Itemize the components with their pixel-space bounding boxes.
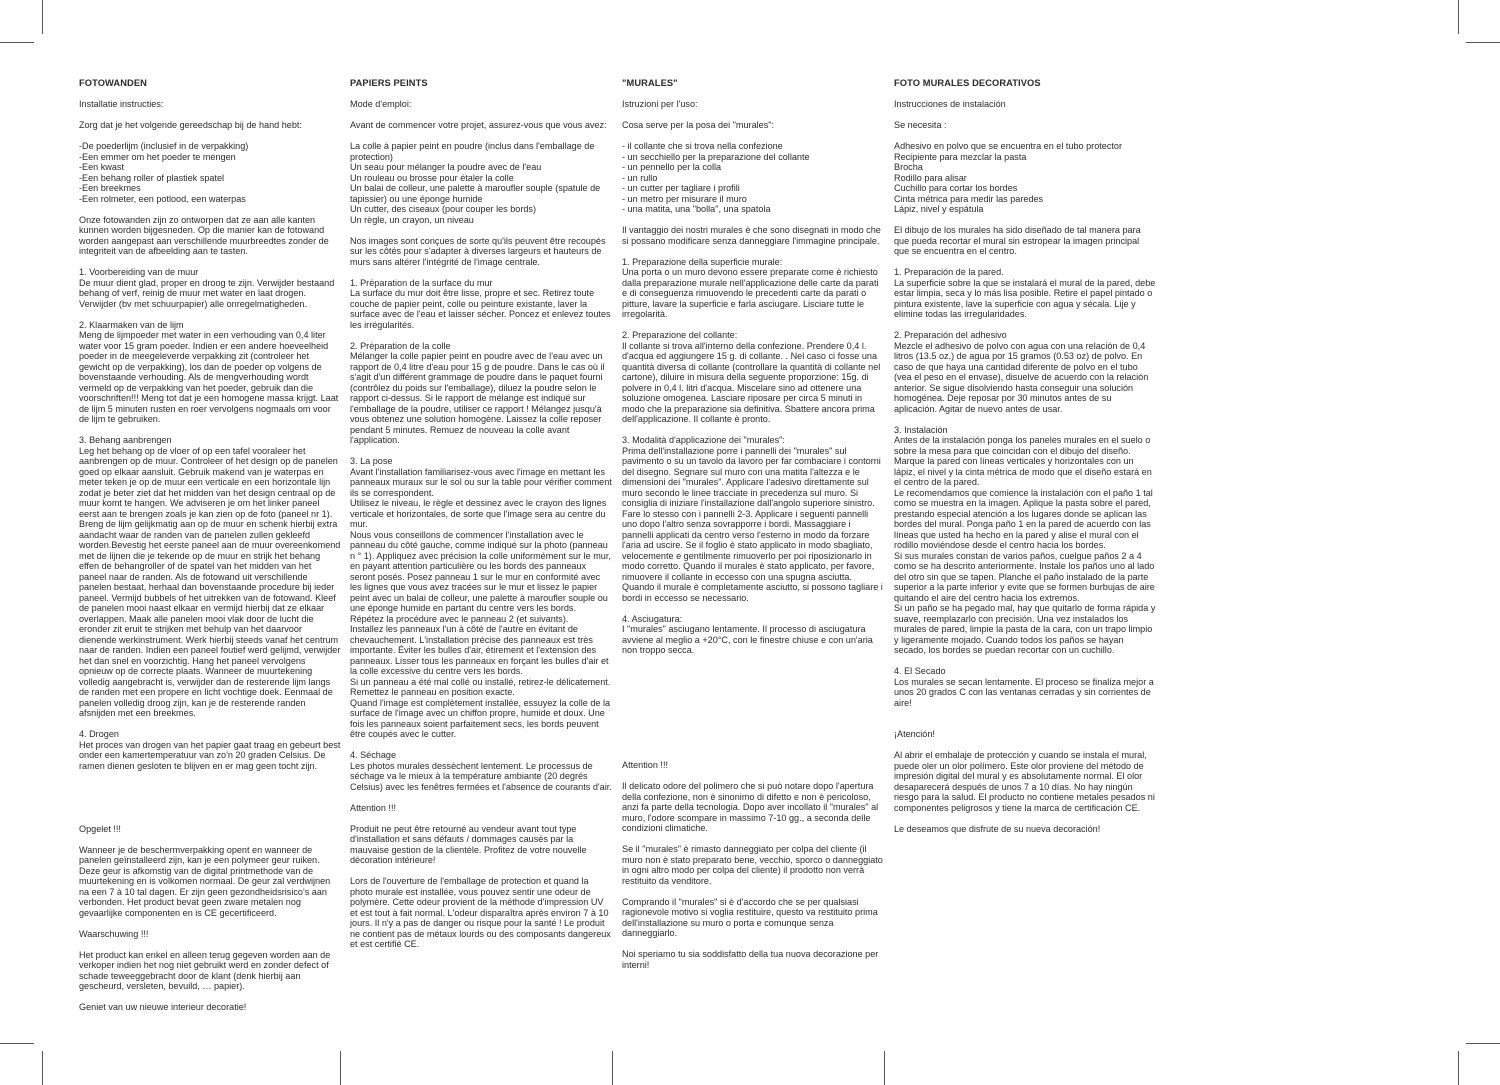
crop-mark [884,1051,885,1085]
spanish-column [894,78,1156,845]
agreement-text: Comprando il "murales" si è d'accordo che se per qualsiasi ragionevole motivo si voglia restituire, questo va restituito prima dell'installazione su muro o porta e comunque senza danneggiarlo. [622,896,878,938]
crop-mark [0,42,34,43]
section-2: 2. Klaarmaken van de lijm Meng de lijmpoeder met water in een verhouding van 0,4 liter water voor 15 gram poeder. Indien er een andere hoeveelheid poeder in de meegeleverde verpakking zit (controleer het gewicht op de verpakking), los dan de poeder op volgens de bovenstaande verhouding. Als de mengverhouding wordt vermeld op de verpakking van het poeder, gebruik dan die voorschriften!!! Meng tot dat je een homogene massa krijgt. Laat de lijm 5 minuten rusten en roer vervolgens nogmaals om voor de lijm te gebruiken. [79,319,339,424]
intro-text: Instrucciones de instalación [894,99,1006,109]
attention-title: Attention !!! [622,760,669,770]
tools-header: Se necesita : [894,120,947,130]
section-4: 4. Asciugatura: I "murales" asciugano lentamente. Il processo di asciugatura avviene al meglio a +20°C, con le finestre chiuse e con un'aria non troppo secca. [622,613,873,655]
closing-text: Noi speriamo tu sia soddisfatto della tua nuova decorazione per interni! [622,949,879,970]
section-4: 4. El Secado Los murales se secan lentamente. El proceso se finaliza mejor a unos 20 grados C con las ventanas cerradas y sin corrientes de aire! [894,666,1154,708]
crop-mark [42,1051,43,1085]
section-3: 3. Instalación Antes de la instalación ponga los paneles murales en el suelo o sobre la mesa para que coincidan con el dibujo del diseño. Marque la pared con líneas verticales y horizontales con un lápiz, el nivel y la cinta métrica de modo que el diseño estará en el centro de la pared. Le recomendamos que comience la instalación con el paño 1 tal como se muestra en la imagen. Aplique la pasta sobre el pared, prestando especial atención a los lugares donde se aplican las bordes del mural. Ponga paño 1 en la pared de acuerdo con las líneas que usted ha hecho en la pared y alise el mural con el rodillo moviéndose desde el centro hacia los bordes. Si sus murales constan de varios paños, cuelgue paños 2 a 4 como se ha descrito anteriormente. Instale los paños uno al lado del otro sin que se tapen. Planche el paño instalado de la parte superior a la parte inferior y evite que se formen burbujas de aire quitando el aire del centro hacia los extremos. Si un paño se ha pegado mal, hay que quitarlo de forma rápida y suave, reemplazarlo con precisión. Una vez instalados los murales de pared, limpie la pasta de la cara, con un trapo limpio y ligeramente mojado. Cuando todos los paños se hayan secado, los bordes se puedan recortar con un cuchillo. [894,424,1156,655]
section-2: 2. Preparación del adhesivo Mezcle el adhesivo de polvo con agua con una relación de 0,4 litros (13.5 oz.) de agua por 15 gramos (0.53 oz) de polvo. En caso de que haya una cantidad diferente de polvo en el tubo (vea el peso en el envase), disuelve de acuerdo con la relación anterior. Se sigue disolviendo hasta conseguir una solución homogénea. Deje reposar por 30 minutos antes de su aplicación. Agitar de nuevo antes de usar. [894,330,1149,414]
closing-text: Le deseamos que disfrute de su nueva decoración! [894,823,1101,834]
closing-text: Lors de l'ouverture de l'emballage de protection et quand la photo murale est installée, vous pouvez sentir une odeur de polymère. Cette odeur provient de la méthode d'impression UV et est tout à fait normal. L'odeur disparaîtra après environ 7 à 10 jours. Il n'y a pas de danger ou risque pour la santé ! Le produit ne contient pas de métaux lourds ou des composants dangereux et est certifié CE. [350,876,611,949]
section-1: 1. Préparation de la surface du mur La surface du mur doit être lisse, propre et sec. Retirez toute couche de papier peint, colle ou peinture existante, laver la surface avec de l'eau et laisser sécher. Poncez et enlevez toutes les irrégularités. [350,277,611,330]
warning-title: Waarschuwing !!! [79,928,149,939]
intro-text: Istruzioni per l'uso: [622,99,698,109]
column-title: FOTOWANDEN [79,78,147,88]
attention-title: Attention !!! [350,802,397,813]
section-1: 1. Preparación de la pared. La superficie sobre la que se instalará el mural de la pared, debe estar limpia, seca y lo más lisa posible. Retire el papel pintado o pintura existente, lave la superficie con agua y sécala. Lije y elimine todas las irregularidades. [894,267,1156,319]
section-3: 3. La pose Avant l'installation familiarisez-vous avec l'image en mettant les panneaux muraux sur le sol ou sur la table pour vérifier comment ils se correspondent. Utilisez le niveau, le règle et dessinez avec le crayon des lignes verticale et horizontales, de sorte que l'image sera au centre du mur. Nous vous conseillons de commencer l'installation avec le panneau du côté gauche, comme indiqué sur la photo (panneau n ° 1). Appliquez avec précision la colle uniformément sur le mur, en payant attention particulière ou les bords des panneaux seront posés. Posez panneau 1 sur le mur en conformité avec les lignes que vous avez tracées sur le mur et lissez le papier peint avec un balai de colleur, une palette à maroufler souple ou une éponge humide en partant du centre vers les bords. Répétez la procédure avec le panneau 2 (et suivants). Installez les panneaux l'un à côté de l'autre en évitant de chevauchement. L'installation précise des panneaux est très importante. Éviter les bulles d'air, étirement et l'extension des panneaux. Lisser tous les panneaux en forçant les bulles d'air et la colle excessive du centre vers les bords. Si un panneau a été mal collé ou installé, retirez-le délicatement. Remettez le panneau en position exacte. Quand l'image est complètement installée, essuyez la colle de la surface de l'image avec un chiffon propre, humide et doux. Une fois les panneaux soient parfaitement secs, les bords peuvent être coupés avec le cutter. [350,456,612,739]
design-text: El dibujo de los murales ha sido diseñado de tal manera para que pueda recortar el mural sin estropear la imagen principal que se encuentra en el centro. [894,225,1141,256]
crop-mark [1458,0,1459,34]
section-2: 2. Préparation de la colle Mélanger la colle papier peint en poudre avec de l'eau avec un rapport de 0,4 litre d'eau pour 15 g de poudre. Dans le cas où il s'agit d'un différent grammage de poudre dans le paquet fourni (contrôlez du poids sur l'emballage), diluez la poudre selon le rapport ci-dessus. Si le rapport de mélange est indiqué sur l'emballage de la poudre, utiliser ce rapport ! Mélangez jusqu'à vous obtenez une solution homogène. Laissez la colle reposer pendant 5 minutes. Remuez de nouveau la colle avant l'application. [350,340,605,445]
intro-text: Mode d'emploi: [350,99,412,109]
section-4: 4. Drogen Het proces van drogen van het papier gaat traag en gebeurt best onder een kamertemperatuur van zo'n 20 graden Celsius. De ramen dienen gesloten te blijven en er mag geen tocht zijn. [79,729,341,771]
crop-mark [1458,1051,1459,1085]
intro-text: Installatie instructies: [79,99,164,109]
section-3: 3. Behang aanbrengen Leg het behang op de vloer of op een tafel vooraleer het aanbrengen op de muur. Controleer of het design op de panelen goed op elkaar aansluit. Gebruik makend van je waterpas en meter teken je op de muur een verticale en een horizontale lijn zodat je beter ziet dat het midden van het design centraal op de muur komt te hangen. We adviseren je om het linker paneel eerst aan te brengen zoals je kan zien op de foto (paneel nr 1). Breng de lijm gelijkmatig aan op de muur en schenk hierbij extra aandacht waar de randen van de panelen zullen gekleefd worden.Bevestig het eerste paneel aan de muur overeenkomend met de lijnen die je tekende op de muur en strijk het behang effen de behangroller of de spatel van het midden van het paneel naar de randen. Als de fotowand uit verschillende panelen bestaat, herhaal dan bovenstaande procedure bij ieder paneel. Vermijd bubbels of het uitrekken van de fotowand. Kleef de panelen mooi naast elkaar en vermijd hierbij dat ze elkaar overlappen. Maak alle panelen mooi vlak door de lucht die eronder zit eruit te strijken met behulp van het daarvoor dienende werkinstrument. Werk hierbij steeds vanaf het centrum naar de randen. Indien een paneel foutief werd gelijmd, verwijder het dan snel en voorzichtig. Hang het paneel vervolgens opnieuw op de correcte plaats. Wanneer de muurtekening volledig aangebracht is, verwijder dan de resterende lijm langs de randen met een propere en licht vochtige doek. Eenmaal de panelen volledig droog zijn, kan je de resterende randen afsnijden met een breekmes. [79,435,341,718]
crop-mark [612,1051,613,1085]
section-4: 4. Séchage Les photos murales dessèchent lentement. Le processus de séchage va le mieux à la température ambiante (20 degrés Celsius) avec les fenêtres fermées et l'absence de courants d'air. [350,750,612,792]
tools-header: Zorg dat je het volgende gereedschap bij de hand hebt: [79,120,302,130]
attention-text: Produit ne peut être retourné au vendeur avant tout type d'installation et sans défauts / dommages causés par la mauvaise gestion de la clientèle. Profitez de votre nouvelle décoration intérieure! [350,823,587,865]
warning-text: Se il "murales" è rimasto danneggiato per colpa del cliente (il muro non è stato preparato bene, vecchio, sporco o danneggiato in ogni altro modo per colpa del cliente) il prodotto non verrà restituito da venditore. [622,844,883,886]
crop-mark [1466,1043,1500,1044]
tools-list: - il collante che si trova nella confezione - un secchiello per la preparazione del collante - un pennello per la colla - un rullo - un cutter per tagliare i profili - un metro per misurare il muro - una matita, una "bolla", una spatola [622,141,810,214]
tools-list: -De poederlijm (inclusief in de verpakking) -Een emmer om het poeder te mengen -Een kwast -Een behang roller of plastiek spatel -Een breekmes -Een rolmeter, een potlood, een waterpas [79,141,249,204]
crop-mark [340,1051,341,1085]
crop-mark [1466,42,1500,43]
tools-list: Adhesivo en polvo que se encuentra en el tubo protector Recipiente para mezclar la pasta Brocha Rodillo para alisar Cuchillo para cortar los bordes Cinta métrica para medir las paredes Lápiz, nivel y espátula [894,141,1123,214]
design-text: Il vantaggio dei nostri murales è che sono disegnati in modo che si possano modificare senza danneggiare l'immagine principale. [622,225,881,246]
section-2: 2. Preparazione del collante: Il collante si trova all'interno della confezione. Prendere 0,4 l. d'acqua ed aggiungere 15 g. di collante. . Nel caso ci fosse una quantità diversa di collante (controllare la quantità di collante nel cartone), diluire in misura della seguente proporzione: 15g. di polvere in 0,4 l. litri d'acqua. Miscelare sino ad ottenere una soluzione omogenea. Lasciare riposare per circa 5 minuti in modo che la preparazione sia definitiva. Sbattere ancora prima dell'applicazione. Il collante è pronto. [622,330,881,424]
attention-title: ¡Atención! [894,729,935,739]
attention-text: Wanneer je de beschermverpakking opent en wanneer de panelen geïnstalleerd zijn, kan je een polymeer geur ruiken. Deze geur is afkomstig van de digital printmethode van de muurtekening en is volkomen normaal. De geur zal verdwijnen na een 7 à 10 tal dagen. Er zijn geen gezondheidsrisico's aan verbonden. Het product bevat geen zware metalen nog gevaarlijke componenten en is CE gecertificeerd. [79,844,331,918]
warning-text: Het product kan enkel en alleen terug gegeven worden aan de verkoper indien het nog niet gebruikt werd en zonder defect of schade teweeggebracht door de klant (denk hierbij aan gescheurd, versleten, bevuild, … papier). [79,949,331,991]
italian-column [622,78,884,981]
column-title: FOTO MURALES DECORATIVOS [894,78,1041,88]
tools-header: Avant de commencer votre projet, assurez-vous que vous avez: [350,120,607,130]
crop-mark [0,1043,34,1044]
closing-text: Geniet van uw nieuwe interieur decoratie! [79,1002,247,1012]
attention-title: Opgelet !!! [79,823,121,834]
tools-header: Cosa serve per la posa dei "murales": [622,120,775,130]
attention-text: Al abrir el embalaje de protección y cuando se instala el mural, puede oler un olor polímero. Este olor proviene del método de impresión digital del mural y es absolutamente normal. El olor desaparecerá después de unos 7 a 10 días. No hay ningún riesgo para la salud. El producto no contiene metales pesados ni componentes peligrosos y tiene la marca de certificación CE. [894,750,1155,813]
crop-mark [42,0,43,34]
section-1: 1. Voorbereiding van de muur De muur dient glad, proper en droog te zijn. Verwijder bestaand behang of verf, reinig de muur met water en laat drogen. Verwijder (bv met schuurpapier) alle onregelmatigheden. [79,267,335,309]
tools-list: La colle à papier peint en poudre (inclus dans l'emballage de protection) Un seau pour mélanger la poudre avec de l'eau Un rouleau ou brosse pour étaler la colle Un balai de colleur, une palette à maroufler souple (spatule de tapissier) ou une éponge humide Un cutter, des ciseaux (pour couper les bords) Un règle, un crayon, un niveau [350,141,601,225]
column-title: "MURALES" [622,78,678,88]
design-text: Onze fotowanden zijn zo ontworpen dat ze aan alle kanten kunnen worden bijgesneden. Op die manier kan de fotowand worden aangepast aan verschillende muurbreedtes zonder de integriteit van de afbeelding aan te tasten. [79,214,329,256]
section-3: 3. Modalità d'applicazione dei "murales": Prima dell'installazione porre i pannelli dei "murales" sul pavimento o su un tavolo da lavoro per far combaciare i contorni del disegno. Segnare sul muro con una matita l'altezza e le dimensioni dei "murales". Applicare l'adesivo direttamente sul muro secondo le linee tracciate in precedenza sul muro. Si consiglia di iniziare l'installazione dall'angolo superiore sinistro. Fare lo stesso con i pannelli 2-3. Applicare i seguenti pannelli uno dopo l'altro senza sovrapporre i bordi. Massaggiare i pannelli applicati da centro verso l'esterno in modo da forzare l'aria ad uscire. Se il foglio è stato applicato in modo sbagliato, velocemente e gentilmente rimuoverlo per poi riposizionarlo in modo corretto. Quando il murales è stato applicato, per favore, rimuovere il collante in eccesso con una spugna asciutta. Quando il murale è completamente asciutto, si possono tagliare i bordi in eccesso se necessario. [622,435,883,603]
french-column [350,78,612,960]
column-title: PAPIERS PEINTS [350,78,428,88]
design-text: Nos images sont conçues de sorte qu'ils peuvent être recoupés sur les côtés pour s'adapter à diverses largeurs et hauteurs de murs sans altérer l'intégrité de l'image centrale. [350,235,606,267]
dutch-column [79,78,341,1023]
attention-text: Il delicato odore del polimero che si può notare dopo l'apertura della confezione, non è sinonimo di difetto e non è pericoloso, anzi fa parte della tecnologia. Dopo aver incollato il "murales" al muro, l'odore scompare in massimo 7-10 gg., a seconda delle condizioni climatiche. [622,781,879,833]
section-1: 1. Preparazione della superficie murale: Una porta o un muro devono essere preparate come è richiesto dalla preparazione murale nell'applicazione delle carte da parati e di conseguenza rimuovendo le precedenti carte da parati o pitture, lavare la superficie e farla asciugare. Lisciare tutte le irregolarità. [622,256,879,319]
